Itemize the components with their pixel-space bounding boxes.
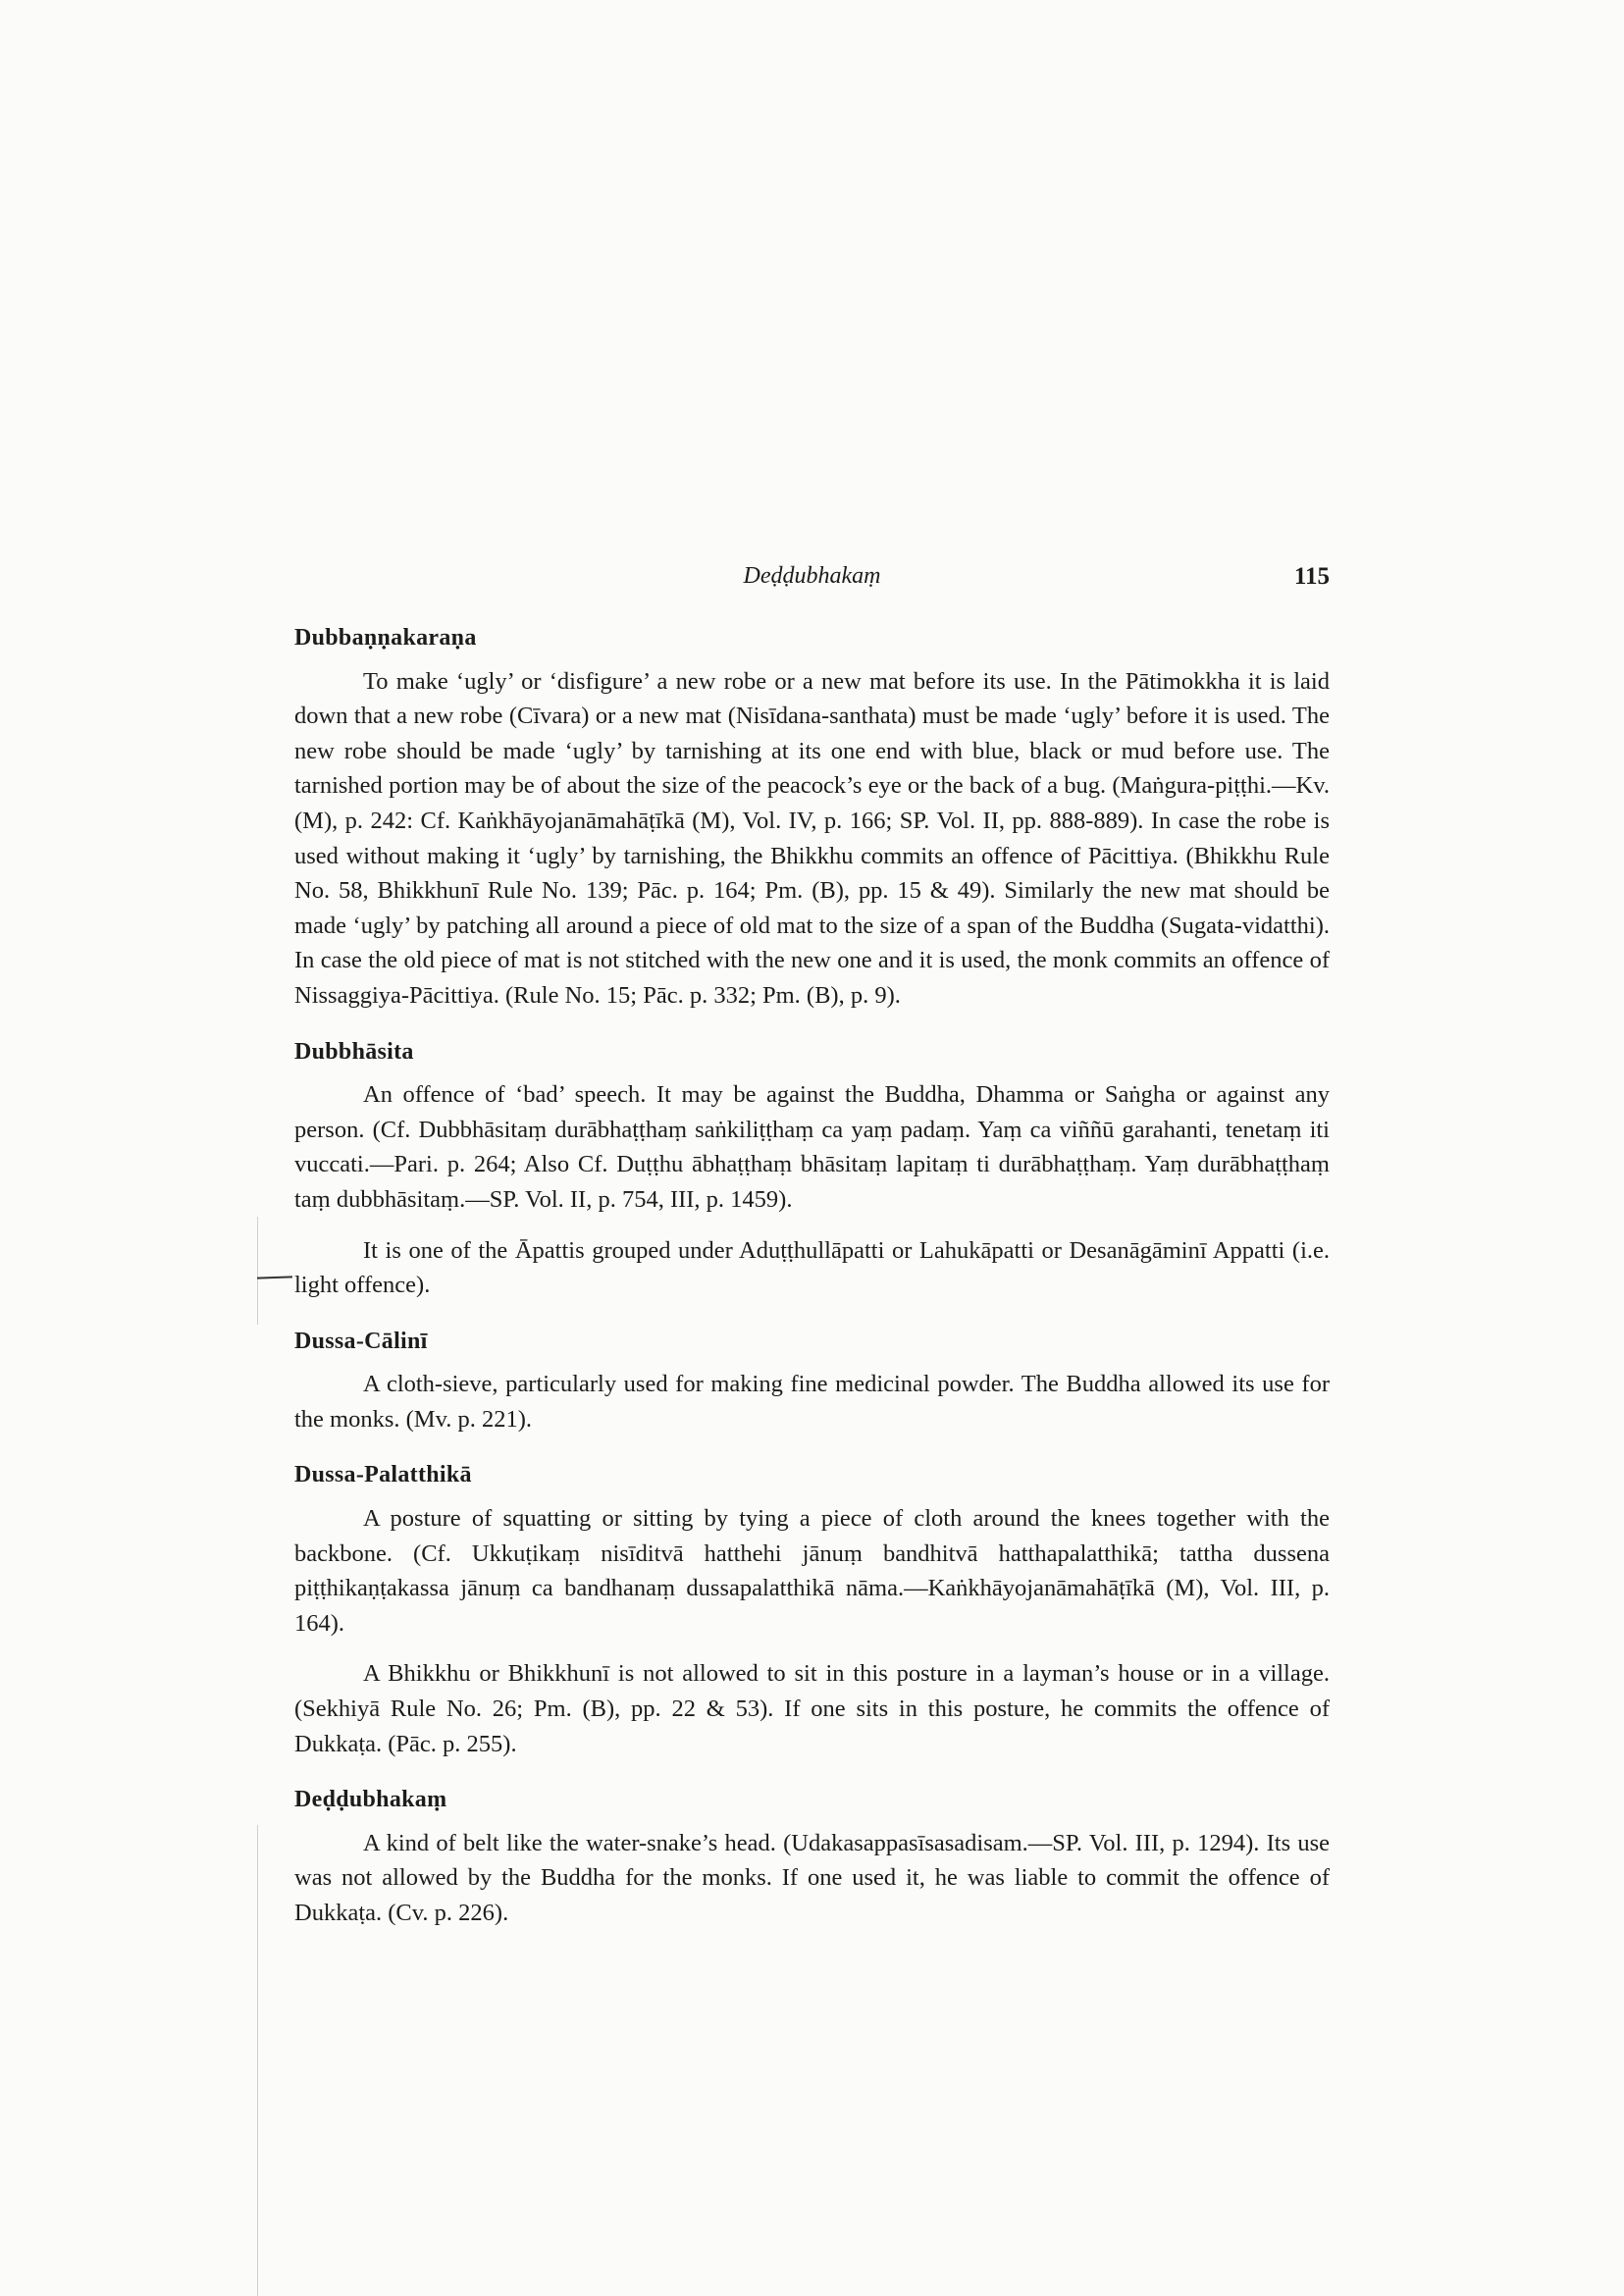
entry-dubbannakarana xyxy=(294,621,1330,1014)
entry-paragraph: It is one of the Āpattis grouped under Aduṭṭhullāpatti or Lahukāpatti or Desanāgāminī Appatti (i.e. light offence). xyxy=(294,1236,1330,1299)
entry-dussa-calini xyxy=(294,1325,1330,1437)
entry-dubbhasita xyxy=(294,1035,1330,1303)
entry-dussa-palatthika xyxy=(294,1458,1330,1761)
entry-paragraph: A posture of squatting or sitting by tying a piece of cloth around the knees together with the backbone. (Cf. Ukkuṭikaṃ nisīditvā hatthehi jānuṃ bandhitvā hatthapalatthikā; tattha dussena piṭṭhikaṇṭakassa jānuṃ ca bandhanaṃ dussapalatthikā nāma.—Kaṅkhāyojanāmahāṭīkā (M), Vol. III, p. 164). xyxy=(294,1505,1330,1637)
margin-pen-mark xyxy=(257,1276,292,1278)
entry-headword: Deḍḍubhakaṃ xyxy=(294,1787,447,1813)
entry-deddubhakam xyxy=(294,1783,1330,1930)
entry-paragraph: An offence of ‘bad’ speech. It may be against the Buddha, Dhamma or Saṅgha or against any person. (Cf. Dubbhāsitaṃ durābhaṭṭhaṃ saṅkiliṭṭhaṃ ca yaṃ padaṃ. Yaṃ ca viññū garahanti, tenetaṃ iti vuccati.—Pari. p. 264; Also Cf. Duṭṭhu ābhaṭṭhaṃ bhāsitaṃ lapitaṃ ti durābhaṭṭhaṃ. Yaṃ durābhaṭṭhaṃ taṃ dubbhāsitaṃ.—SP. Vol. II, p. 754, III, p. 1459). xyxy=(294,1081,1330,1213)
entry-paragraph: To make ‘ugly’ or ‘disfigure’ a new robe or a new mat before its use. In the Pātimokkha it is laid down that a new robe (Cīvara) or a new mat (Nisīdana-santhata) must be made ‘ugly’ before it is used. The new robe should be made ‘ugly’ by tarnishing at its one end with blue, black or mud before use. The tarnished portion may be of about the size of the peacock’s eye or the back of a bug. (Maṅgura-piṭṭhi.—Kv. (M), p. 242: Cf. Kaṅkhāyojanāmahāṭīkā (M), Vol. IV, p. 166; SP. Vol. II, pp. 888-889). In case the robe is used without making it ‘ugly’ by tarnishing, the Bhikkhu commits an offence of Pācittiya. (Bhikkhu Rule No. 58, Bhikkhunī Rule No. 139; Pāc. p. 164; Pm. (B), pp. 15 & 49). Similarly the new mat should be made ‘ugly’ by patching all around a piece of old mat to the size of a span of the Buddha (Sugata-vidatthi). In case the old piece of mat is not stitched with the new one and it is used, the monk commits an offence of Nissaggiya-Pācittiya. (Rule No. 15; Pāc. p. 332; Pm. (B), p. 9). xyxy=(294,667,1330,1009)
scan-artifact-line xyxy=(257,1217,258,1325)
entry-headword: Dussa-Cālinī xyxy=(294,1328,428,1354)
entry-paragraph: A Bhikkhu or Bhikkhunī is not allowed to sit in this posture in a layman’s house or in a village. (Sekhiyā Rule No. 26; Pm. (B), pp. 22 & 53). If one sits in this posture, he commits the offence of Dukkaṭa. (Pāc. p. 255). xyxy=(294,1660,1330,1757)
running-head xyxy=(294,563,1330,602)
dictionary-entries xyxy=(294,621,1330,1953)
page-number: 115 xyxy=(1293,563,1330,590)
entry-headword: Dussa-Palatthikā xyxy=(294,1462,472,1488)
running-head-title: Deḍḍubhakaṃ xyxy=(743,563,881,589)
entry-headword: Dubbaṇṇakaraṇa xyxy=(294,625,477,651)
entry-paragraph: A kind of belt like the water-snake’s head. (Udakasappasīsasadisam.—SP. Vol. III, p. 1294). Its use was not allowed by the Buddha for the monks. If one used it, he was liable to commit the offence of Dukkaṭa. (Cv. p. 226). xyxy=(294,1829,1330,1926)
entry-paragraph: A cloth-sieve, particularly used for making fine medicinal powder. The Buddha allowed its use for the monks. (Mv. p. 221). xyxy=(294,1371,1330,1433)
entry-headword: Dubbhāsita xyxy=(294,1038,414,1065)
scan-artifact-line xyxy=(257,1825,258,2296)
